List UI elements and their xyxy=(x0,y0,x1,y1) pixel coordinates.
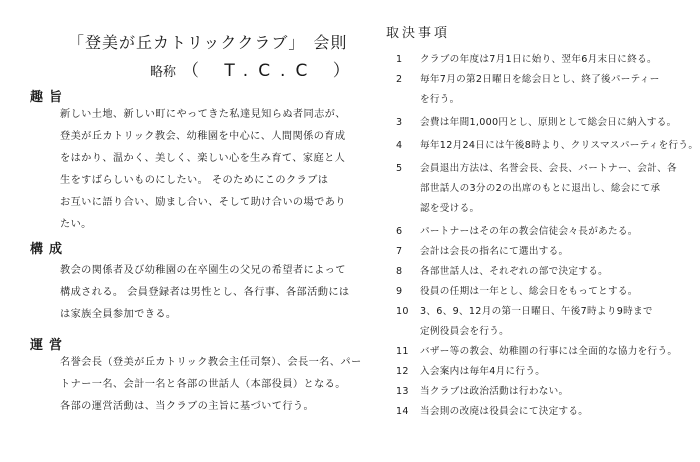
decision-number: 1 xyxy=(396,54,403,65)
bylaw-label: 会則 xyxy=(313,33,348,52)
text-line: 各部の運営活動は、当クラブの主旨に基づいて行う。 xyxy=(60,401,315,412)
decision-text: 会計は会長の指名にて選出する。 xyxy=(420,246,569,257)
decision-text: 認を受ける。 xyxy=(420,203,480,214)
decision-number: 5 xyxy=(396,163,403,174)
club-name: 「登美が丘カトリッククラブ」 xyxy=(68,33,306,52)
abbreviation-line xyxy=(150,56,360,81)
decision-text: 入会案内は毎年4月に行う。 xyxy=(420,366,546,377)
decision-text: 定例役員会を行う。 xyxy=(420,326,510,337)
decision-text: クラブの年度は7月1日に始り、翌年6月末日に終る。 xyxy=(420,54,657,65)
section-heading-purpose: 趣旨 xyxy=(30,90,69,105)
decision-number: 9 xyxy=(396,286,403,297)
text-line: 構成される。 会員登録者は男性とし、各行事、各部活動には xyxy=(60,287,350,298)
decision-number: 12 xyxy=(396,366,409,377)
text-line: をはかり、温かく、美しく、楽しい心を生み育て、家庭と人 xyxy=(60,153,346,164)
section-heading-operation: 運営 xyxy=(30,338,69,353)
decisions-list xyxy=(396,50,699,422)
decision-number: 8 xyxy=(396,266,403,277)
section-body-operation xyxy=(60,352,362,418)
decision-number: 2 xyxy=(396,74,403,85)
section-body-purpose xyxy=(60,104,346,236)
section-heading-composition: 構成 xyxy=(30,242,69,257)
decision-item xyxy=(396,113,696,133)
abbreviation-label: 略称 xyxy=(150,65,177,80)
decision-number: 7 xyxy=(396,246,403,257)
text-line: 名誉会長（登美が丘カトリック教会主任司祭）、会長一名、パー xyxy=(60,357,362,368)
decision-item xyxy=(396,242,696,262)
decision-number: 11 xyxy=(396,346,409,357)
text-line: 登美が丘カトリック教会、幼稚園を中心に、人間関係の育成 xyxy=(60,131,346,142)
document-title xyxy=(68,30,347,53)
decision-text: 毎年7月の第2日曜日を総会日とし、終了後パーティー xyxy=(420,74,660,85)
decision-item xyxy=(396,70,696,110)
decision-text: 部世話人の3分の2の出席のもとに退出し、総会にて承 xyxy=(420,183,661,194)
text-line: 生をすばらしいものにしたい。 そのためにこのクラブは xyxy=(60,175,329,186)
decision-item xyxy=(396,362,696,382)
decision-text: バザー等の教会、幼稚園の行事には全面的な協力を行う。 xyxy=(420,346,678,357)
text-line: 新しい土地、新しい町にやってきた私達見知らぬ者同志が、 xyxy=(60,109,346,120)
decision-number: 4 xyxy=(396,140,403,151)
decision-text: 会費は年間1,000円とし、原則として総会日に納入する。 xyxy=(420,117,677,128)
decision-item xyxy=(396,382,696,402)
section-body-composition xyxy=(60,260,350,326)
decision-text: 会員退出方法は、名誉会長、会長、パートナー、会計、各 xyxy=(420,163,677,174)
decision-item xyxy=(396,302,696,342)
decision-number: 6 xyxy=(396,226,403,237)
text-line: たい。 xyxy=(60,219,92,230)
decision-text: 3、6、9、12月の第一日曜日、午後7時より9時まで xyxy=(420,306,653,317)
text-line: トナー一名、会計一名と各部の世話人（本部役員）となる。 xyxy=(60,379,346,390)
abbreviation-value: （ T.C.C ） xyxy=(182,61,360,81)
decision-text: 役員の任期は一年とし、総会日をもってとする。 xyxy=(420,286,638,297)
decision-item xyxy=(396,50,696,70)
decision-text: 当クラブは政治活動は行わない。 xyxy=(420,386,569,397)
decision-text: 毎年12月24日には午後8時より、クリスマスパーティを行う。 xyxy=(420,140,699,151)
decision-number: 13 xyxy=(396,386,409,397)
text-line: お互いに語り合い、励まし合い、そして助け合いの場であり xyxy=(60,197,346,208)
text-line: は家族全員参加できる。 xyxy=(60,309,177,320)
decision-item xyxy=(396,222,696,242)
decision-text: パートナーはその年の教会信徒会々長があたる。 xyxy=(420,226,638,237)
decisions-heading: 取決事項 xyxy=(386,26,451,41)
decision-number: 10 xyxy=(396,306,409,317)
decision-number: 14 xyxy=(396,406,409,417)
decision-item xyxy=(396,136,699,156)
decision-item xyxy=(396,159,696,219)
decision-item xyxy=(396,282,696,302)
decision-item xyxy=(396,342,696,362)
decision-item xyxy=(396,262,696,282)
decision-text: 各部世話人は、それぞれの部で決定する。 xyxy=(420,266,608,277)
decision-number: 3 xyxy=(396,117,403,128)
decision-text: を行う。 xyxy=(420,94,460,105)
decision-item xyxy=(396,402,696,422)
decision-text: 当会則の改廃は役員会にて決定する。 xyxy=(420,406,589,417)
text-line: 教会の関係者及び幼稚園の在卒園生の父兄の希望者によって xyxy=(60,265,346,276)
